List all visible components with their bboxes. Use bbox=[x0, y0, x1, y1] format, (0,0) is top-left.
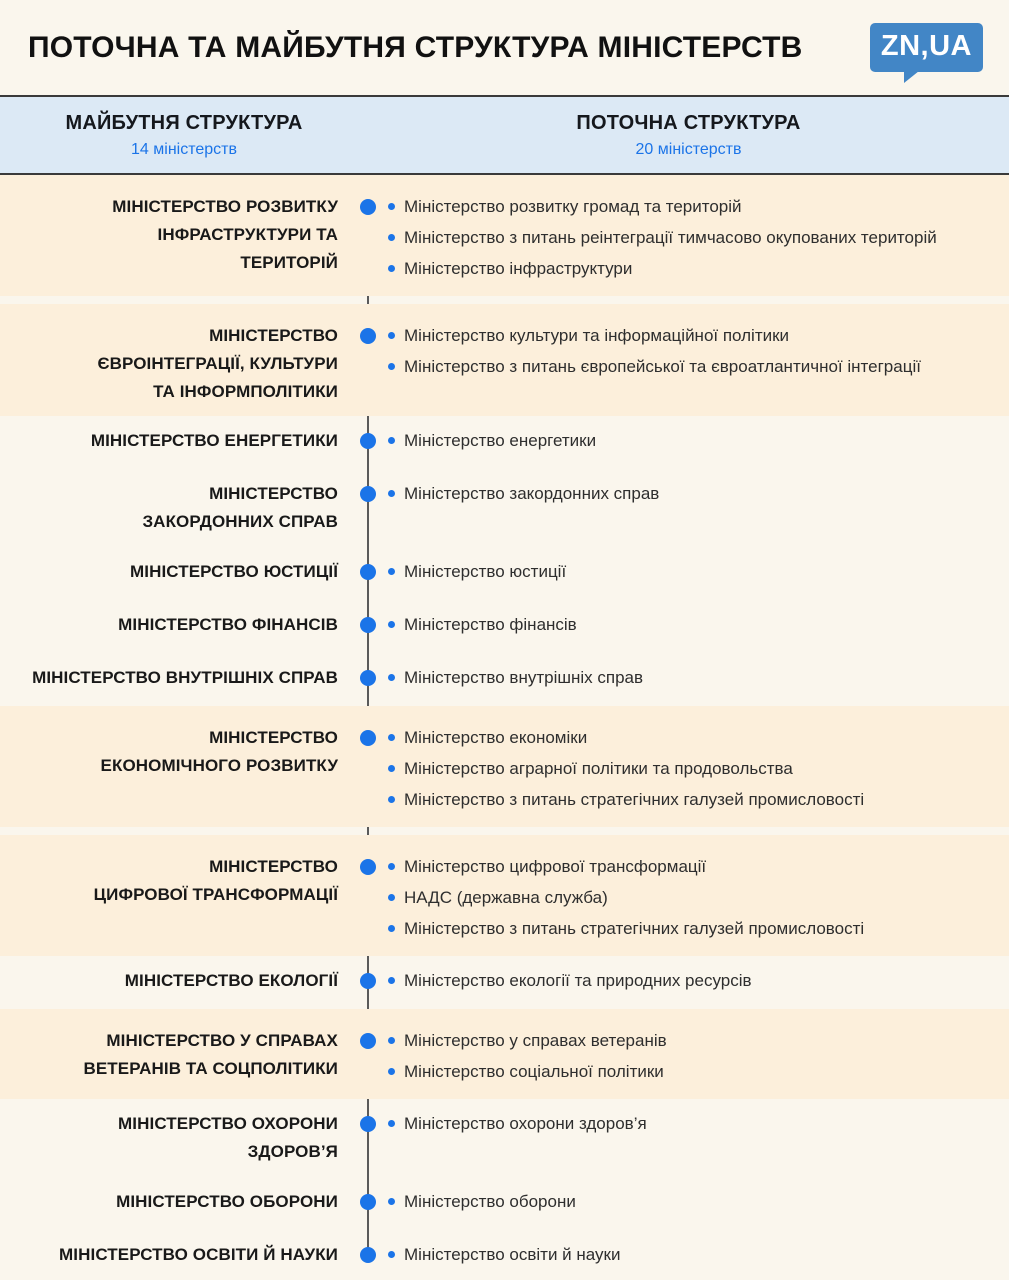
current-ministries-list bbox=[368, 664, 1009, 695]
current-structure-title: ПОТОЧНА СТРУКТУРА bbox=[576, 112, 801, 134]
ministry-row bbox=[0, 1099, 1009, 1177]
current-ministry-item: Міністерство аграрної політики та продовольства bbox=[382, 755, 1001, 783]
future-ministry-label bbox=[0, 1241, 368, 1272]
current-ministry-item: Міністерство цифрової трансформації bbox=[382, 853, 1001, 881]
current-ministries-list bbox=[368, 480, 1009, 536]
current-ministry-item: Міністерство фінансів bbox=[382, 611, 1001, 639]
ministry-row bbox=[0, 706, 1009, 827]
znua-logo[interactable] bbox=[870, 23, 983, 72]
timeline-dot-icon bbox=[360, 730, 376, 746]
future-ministry-line: МІНІСТЕРСТВО У СПРАВАХ bbox=[106, 1031, 338, 1050]
future-ministry-line: ТА ІНФОРМПОЛІТИКИ bbox=[153, 382, 338, 401]
future-ministry-line: МІНІСТЕРСТВО ОБОРОНИ bbox=[116, 1192, 338, 1211]
ministry-row bbox=[0, 416, 1009, 469]
ministry-row bbox=[0, 600, 1009, 653]
future-ministry-line: ЄВРОІНТЕГРАЦІЇ, КУЛЬТУРИ bbox=[97, 354, 338, 373]
current-ministry-item: Міністерство закордонних справ bbox=[382, 480, 1001, 508]
future-ministry-label bbox=[0, 724, 368, 817]
future-ministry-line: МІНІСТЕРСТВО ЕНЕРГЕТИКИ bbox=[90, 431, 338, 450]
future-ministry-line: МІНІСТЕРСТВО ОСВІТИ Й НАУКИ bbox=[59, 1245, 338, 1264]
timeline-dot-icon bbox=[360, 486, 376, 502]
future-ministry-line: МІНІСТЕРСТВО bbox=[209, 728, 338, 747]
current-ministry-item: Міністерство культури та інформаційної політики bbox=[382, 322, 1001, 350]
future-ministry-line: МІНІСТЕРСТВО bbox=[209, 484, 338, 503]
ministry-row bbox=[0, 469, 1009, 547]
future-ministry-line: МІНІСТЕРСТВО bbox=[209, 326, 338, 345]
future-ministry-line: МІНІСТЕРСТВО РОЗВИТКУ bbox=[112, 197, 338, 216]
timeline-dot-icon bbox=[360, 670, 376, 686]
future-ministry-label bbox=[0, 664, 368, 695]
future-ministry-line: ІНФРАСТРУКТУРИ ТА bbox=[157, 225, 338, 244]
future-ministry-label bbox=[0, 853, 368, 946]
current-ministries-list bbox=[368, 322, 1009, 406]
current-ministry-item: Міністерство екології та природних ресурсів bbox=[382, 967, 1001, 995]
future-structure-title: МАЙБУТНЯ СТРУКТУРА bbox=[65, 112, 303, 134]
future-structure-header bbox=[0, 110, 368, 173]
ministry-row bbox=[0, 1009, 1009, 1099]
timeline-dot-icon bbox=[360, 1116, 376, 1132]
current-ministries-list bbox=[368, 558, 1009, 589]
current-ministries-list bbox=[368, 724, 1009, 817]
current-ministry-item: Міністерство енергетики bbox=[382, 427, 1001, 455]
current-structure-header bbox=[368, 110, 1009, 173]
timeline-dot-icon bbox=[360, 564, 376, 580]
future-ministry-line: ЗАКОРДОННИХ СПРАВ bbox=[142, 512, 338, 531]
future-ministry-line: МІНІСТЕРСТВО ЮСТИЦІЇ bbox=[129, 562, 338, 581]
future-ministry-line: ЗДОРОВ’Я bbox=[247, 1142, 338, 1161]
current-ministry-item: Міністерство освіти й науки bbox=[382, 1241, 1001, 1269]
current-ministry-item: Міністерство внутрішніх справ bbox=[382, 664, 1001, 692]
current-ministry-item: Міністерство з питань стратегічних галузей промисловості bbox=[382, 786, 1001, 814]
current-ministries-list bbox=[368, 1188, 1009, 1219]
future-ministry-label bbox=[0, 427, 368, 458]
timeline-dot-icon bbox=[360, 973, 376, 989]
current-ministry-item: Міністерство економіки bbox=[382, 724, 1001, 752]
current-ministries-list bbox=[368, 1110, 1009, 1166]
future-ministry-label bbox=[0, 480, 368, 536]
current-ministries-list bbox=[368, 611, 1009, 642]
future-ministry-line: МІНІСТЕРСТВО bbox=[209, 857, 338, 876]
masthead bbox=[0, 0, 1009, 97]
future-ministry-label bbox=[0, 1110, 368, 1166]
future-ministry-line: ЦИФРОВОЇ ТРАНСФОРМАЦІЇ bbox=[93, 885, 338, 904]
future-ministry-label bbox=[0, 611, 368, 642]
future-ministry-line: МІНІСТЕРСТВО ФІНАНСІВ bbox=[118, 615, 338, 634]
future-ministry-line: ЕКОНОМІЧНОГО РОЗВИТКУ bbox=[100, 756, 338, 775]
current-ministries-list bbox=[368, 427, 1009, 458]
future-ministry-label bbox=[0, 558, 368, 589]
future-ministry-label bbox=[0, 1027, 368, 1089]
current-ministry-item: Міністерство з питань реінтеграції тимчасово окупованих територій bbox=[382, 224, 1001, 252]
current-ministry-item: Міністерство з питань стратегічних галузей промисловості bbox=[382, 915, 1001, 943]
ministry-row bbox=[0, 547, 1009, 600]
ministry-row bbox=[0, 835, 1009, 956]
column-header-band bbox=[0, 97, 1009, 175]
future-ministry-label bbox=[0, 322, 368, 406]
timeline-dot-icon bbox=[360, 859, 376, 875]
current-ministry-item: НАДС (державна служба) bbox=[382, 884, 1001, 912]
ministry-row bbox=[0, 304, 1009, 416]
current-ministry-item: Міністерство оборони bbox=[382, 1188, 1001, 1216]
future-ministry-line: ТЕРИТОРІЙ bbox=[240, 253, 338, 272]
timeline-dot-icon bbox=[360, 199, 376, 215]
current-ministry-item: Міністерство розвитку громад та територій bbox=[382, 193, 1001, 221]
ministry-row bbox=[0, 1230, 1009, 1280]
ministry-mapping-rows bbox=[0, 175, 1009, 1280]
timeline-dot-icon bbox=[360, 617, 376, 633]
ministry-row bbox=[0, 956, 1009, 1009]
timeline-dot-icon bbox=[360, 1033, 376, 1049]
current-ministries-list bbox=[368, 193, 1009, 286]
current-ministry-item: Міністерство у справах ветеранів bbox=[382, 1027, 1001, 1055]
current-ministry-item: Міністерство соціальної політики bbox=[382, 1058, 1001, 1086]
future-structure-count: 14 міністерств bbox=[131, 141, 237, 158]
page-title: ПОТОЧНА ТА МАЙБУТНЯ СТРУКТУРА МІНІСТЕРСТВ bbox=[28, 30, 803, 64]
current-ministry-item: Міністерство з питань європейської та євроатлантичної інтеграції bbox=[382, 353, 1001, 381]
future-ministry-label bbox=[0, 1188, 368, 1219]
ministry-row bbox=[0, 175, 1009, 296]
current-ministry-item: Міністерство охорони здоров’я bbox=[382, 1110, 1001, 1138]
future-ministry-line: МІНІСТЕРСТВО ВНУТРІШНІХ СПРАВ bbox=[32, 668, 338, 687]
timeline-dot-icon bbox=[360, 328, 376, 344]
future-ministry-line: ВЕТЕРАНІВ ТА СОЦПОЛІТИКИ bbox=[83, 1059, 338, 1078]
current-ministries-list bbox=[368, 967, 1009, 998]
ministry-row bbox=[0, 653, 1009, 706]
current-ministry-item: Міністерство юстиції bbox=[382, 558, 1001, 586]
future-ministry-line: МІНІСТЕРСТВО ЕКОЛОГІЇ bbox=[124, 971, 338, 990]
current-ministries-list bbox=[368, 1027, 1009, 1089]
current-ministry-item: Міністерство інфраструктури bbox=[382, 255, 1001, 283]
timeline-dot-icon bbox=[360, 1194, 376, 1210]
current-structure-count: 20 міністерств bbox=[635, 141, 742, 158]
future-ministry-line: МІНІСТЕРСТВО ОХОРОНИ bbox=[118, 1114, 338, 1133]
current-ministries-list bbox=[368, 853, 1009, 946]
timeline-dot-icon bbox=[360, 1247, 376, 1263]
future-ministry-label bbox=[0, 193, 368, 286]
future-ministry-label bbox=[0, 967, 368, 998]
ministry-row bbox=[0, 1177, 1009, 1230]
current-ministries-list bbox=[368, 1241, 1009, 1272]
timeline-dot-icon bbox=[360, 433, 376, 449]
znua-logo-text: ZN,UA bbox=[880, 30, 972, 62]
